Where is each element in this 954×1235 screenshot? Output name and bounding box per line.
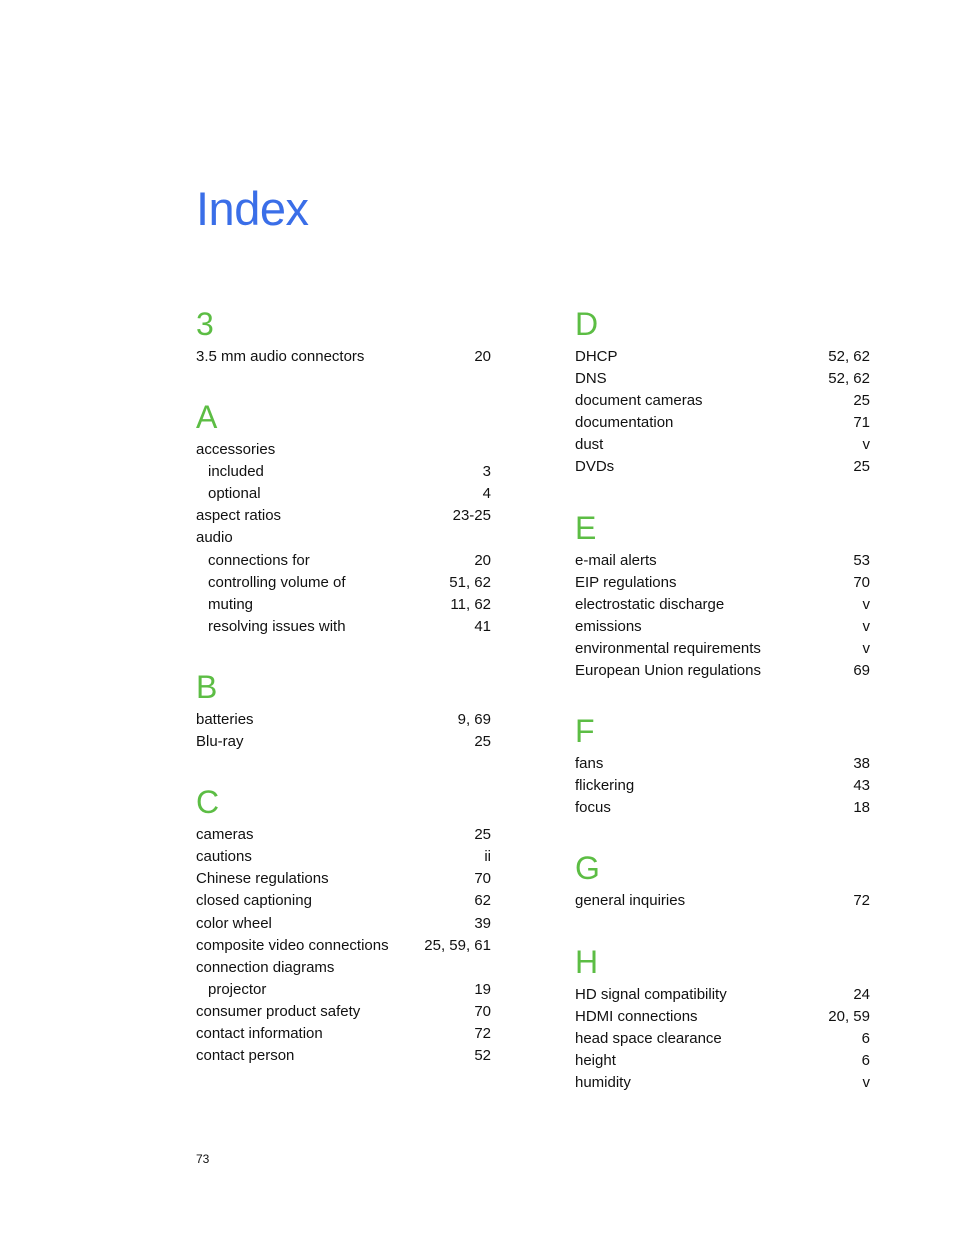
section-letter: G <box>575 850 600 887</box>
index-term: aspect ratios <box>196 507 282 525</box>
page-title: Index <box>196 182 309 235</box>
index-entry <box>575 434 870 456</box>
section-letter: 3 <box>196 306 214 342</box>
index-term: projector <box>208 980 267 998</box>
index-entry <box>575 890 870 912</box>
index-term: fans <box>575 755 604 773</box>
index-entry <box>575 984 870 1006</box>
index-subentry <box>196 550 491 572</box>
index-term: EIP regulations <box>575 573 677 591</box>
index-pages: 70 <box>474 1002 491 1020</box>
index-subentry <box>196 483 491 505</box>
index-entry <box>575 456 870 478</box>
section-letter: E <box>575 509 597 546</box>
index-entry <box>575 346 870 368</box>
index-pages: 3 <box>482 463 491 481</box>
index-pages: 20, 59 <box>828 1007 870 1025</box>
index-term: environmental requirements <box>575 639 761 657</box>
section-letter: H <box>575 943 599 980</box>
index-pages: 72 <box>474 1024 491 1042</box>
index-term: dust <box>575 436 604 454</box>
index-pages: 18 <box>853 799 870 817</box>
index-entry <box>575 775 870 797</box>
index-term: electrostatic discharge <box>575 595 725 613</box>
index-term: Blu-ray <box>196 733 244 751</box>
index-section <box>196 669 491 753</box>
index-entry <box>575 1072 870 1094</box>
index-section <box>575 944 870 1094</box>
index-term: resolving issues with <box>208 617 346 635</box>
index-entry <box>196 1023 491 1045</box>
section-letter: A <box>196 399 218 436</box>
index-pages: 72 <box>853 892 870 910</box>
index-pages: 52 <box>474 1047 491 1065</box>
index-term: DNS <box>575 370 607 388</box>
index-pages: v <box>862 595 870 613</box>
index-entry <box>196 868 491 890</box>
index-term: European Union regulations <box>575 662 761 680</box>
index-term: accessories <box>196 441 276 459</box>
section-letter: F <box>575 713 595 750</box>
index-entry <box>196 824 491 846</box>
index-term: muting <box>208 595 254 613</box>
index-pages: 6 <box>861 1029 870 1047</box>
index-pages: 6 <box>861 1051 870 1069</box>
index-pages: 25 <box>474 733 491 751</box>
index-term: document cameras <box>575 392 703 410</box>
index-pages: 9, 69 <box>457 710 491 728</box>
index-term: consumer product safety <box>196 1002 361 1020</box>
index-entry <box>196 935 491 957</box>
index-term: cameras <box>196 826 254 844</box>
index-entry <box>196 1045 491 1067</box>
index-pages: 52, 62 <box>828 370 870 388</box>
index-entry <box>196 890 491 912</box>
index-pages: 39 <box>474 914 491 932</box>
index-term: head space clearance <box>575 1029 722 1047</box>
index-pages: 20 <box>474 551 491 569</box>
index-term: general inquiries <box>575 892 686 910</box>
index-pages: 25 <box>853 392 870 410</box>
index-entry <box>196 709 491 731</box>
index-entry <box>575 550 870 572</box>
index-pages: 51, 62 <box>449 573 491 591</box>
index-term: optional <box>208 485 261 503</box>
index-term: cautions <box>196 848 252 866</box>
index-term: focus <box>575 799 611 817</box>
index-pages: 11, 62 <box>450 595 491 613</box>
index-entry <box>575 390 870 412</box>
index-entry <box>196 505 491 527</box>
index-pages: v <box>862 1073 870 1091</box>
index-pages: 62 <box>474 892 491 910</box>
section-letter: B <box>196 668 218 705</box>
index-pages: 23-25 <box>452 507 491 525</box>
index-pages: 4 <box>482 485 491 503</box>
index-entry <box>196 957 491 979</box>
index-pages: 43 <box>853 777 870 795</box>
section-letter: C <box>196 784 220 821</box>
index-section <box>196 306 491 368</box>
index-term: DHCP <box>575 348 618 365</box>
index-entry <box>575 1050 870 1072</box>
index-term: contact person <box>196 1047 295 1065</box>
index-column-left <box>196 306 491 1067</box>
index-entry <box>196 527 491 549</box>
index-subentry <box>196 979 491 1001</box>
index-term: 3.5 mm audio connectors <box>196 348 365 365</box>
index-pages: 70 <box>853 573 870 591</box>
index-pages: 52, 62 <box>828 348 870 365</box>
index-pages: 70 <box>474 870 491 888</box>
index-entry <box>196 346 491 368</box>
index-term: e-mail alerts <box>575 551 657 569</box>
index-term: connection diagrams <box>196 958 335 976</box>
index-pages: 71 <box>853 414 870 432</box>
index-term: audio <box>196 529 233 547</box>
index-term: composite video connections <box>196 936 389 954</box>
index-entry <box>575 1006 870 1028</box>
index-subentry <box>196 572 491 594</box>
index-entry <box>575 616 870 638</box>
index-term: DVDs <box>575 458 615 476</box>
index-entry <box>575 753 870 775</box>
index-pages: 53 <box>853 551 870 569</box>
index-pages: v <box>862 617 870 635</box>
index-term: controlling volume of <box>208 573 346 591</box>
index-entry <box>196 1001 491 1023</box>
index-pages: 20 <box>474 348 491 365</box>
section-letter: D <box>575 306 599 342</box>
index-entry <box>575 412 870 434</box>
index-entry <box>196 846 491 868</box>
index-pages: 19 <box>474 980 491 998</box>
index-section <box>575 850 870 912</box>
index-pages: 24 <box>853 985 870 1003</box>
index-entry <box>196 913 491 935</box>
index-pages: 25 <box>474 826 491 844</box>
index-pages: 69 <box>853 662 870 680</box>
index-entry <box>575 1028 870 1050</box>
index-term: closed captioning <box>196 892 312 910</box>
index-term: emissions <box>575 617 642 635</box>
index-pages: ii <box>484 848 491 866</box>
index-section <box>575 713 870 819</box>
index-subentry <box>196 461 491 483</box>
index-entry <box>196 439 491 461</box>
index-subentry <box>196 616 491 638</box>
index-term: HD signal compatibility <box>575 985 727 1003</box>
index-term: contact information <box>196 1024 323 1042</box>
index-column-right <box>575 306 870 1094</box>
index-section <box>196 399 491 638</box>
index-pages: v <box>862 639 870 657</box>
index-term: batteries <box>196 710 254 728</box>
page-number: 73 <box>196 1152 210 1166</box>
index-entry <box>575 368 870 390</box>
index-term: Chinese regulations <box>196 870 329 888</box>
index-subentry <box>196 594 491 616</box>
index-entry <box>575 594 870 616</box>
index-pages: 38 <box>853 755 870 773</box>
index-pages: v <box>862 436 870 454</box>
index-section <box>575 510 870 683</box>
index-entry <box>196 731 491 753</box>
index-section <box>196 784 491 1067</box>
index-term: humidity <box>575 1073 631 1091</box>
index-entry <box>575 572 870 594</box>
index-term: connections for <box>208 551 310 569</box>
index-pages: 41 <box>474 617 491 635</box>
index-term: flickering <box>575 777 635 795</box>
index-section <box>575 306 870 479</box>
index-term: documentation <box>575 414 674 432</box>
index-term: included <box>208 463 264 481</box>
index-entry <box>575 638 870 660</box>
index-entry <box>575 660 870 682</box>
index-entry <box>575 797 870 819</box>
index-pages: 25, 59, 61 <box>424 936 491 954</box>
index-pages: 25 <box>853 458 870 476</box>
index-term: height <box>575 1051 616 1069</box>
index-term: HDMI connections <box>575 1007 698 1025</box>
index-term: color wheel <box>196 914 272 932</box>
